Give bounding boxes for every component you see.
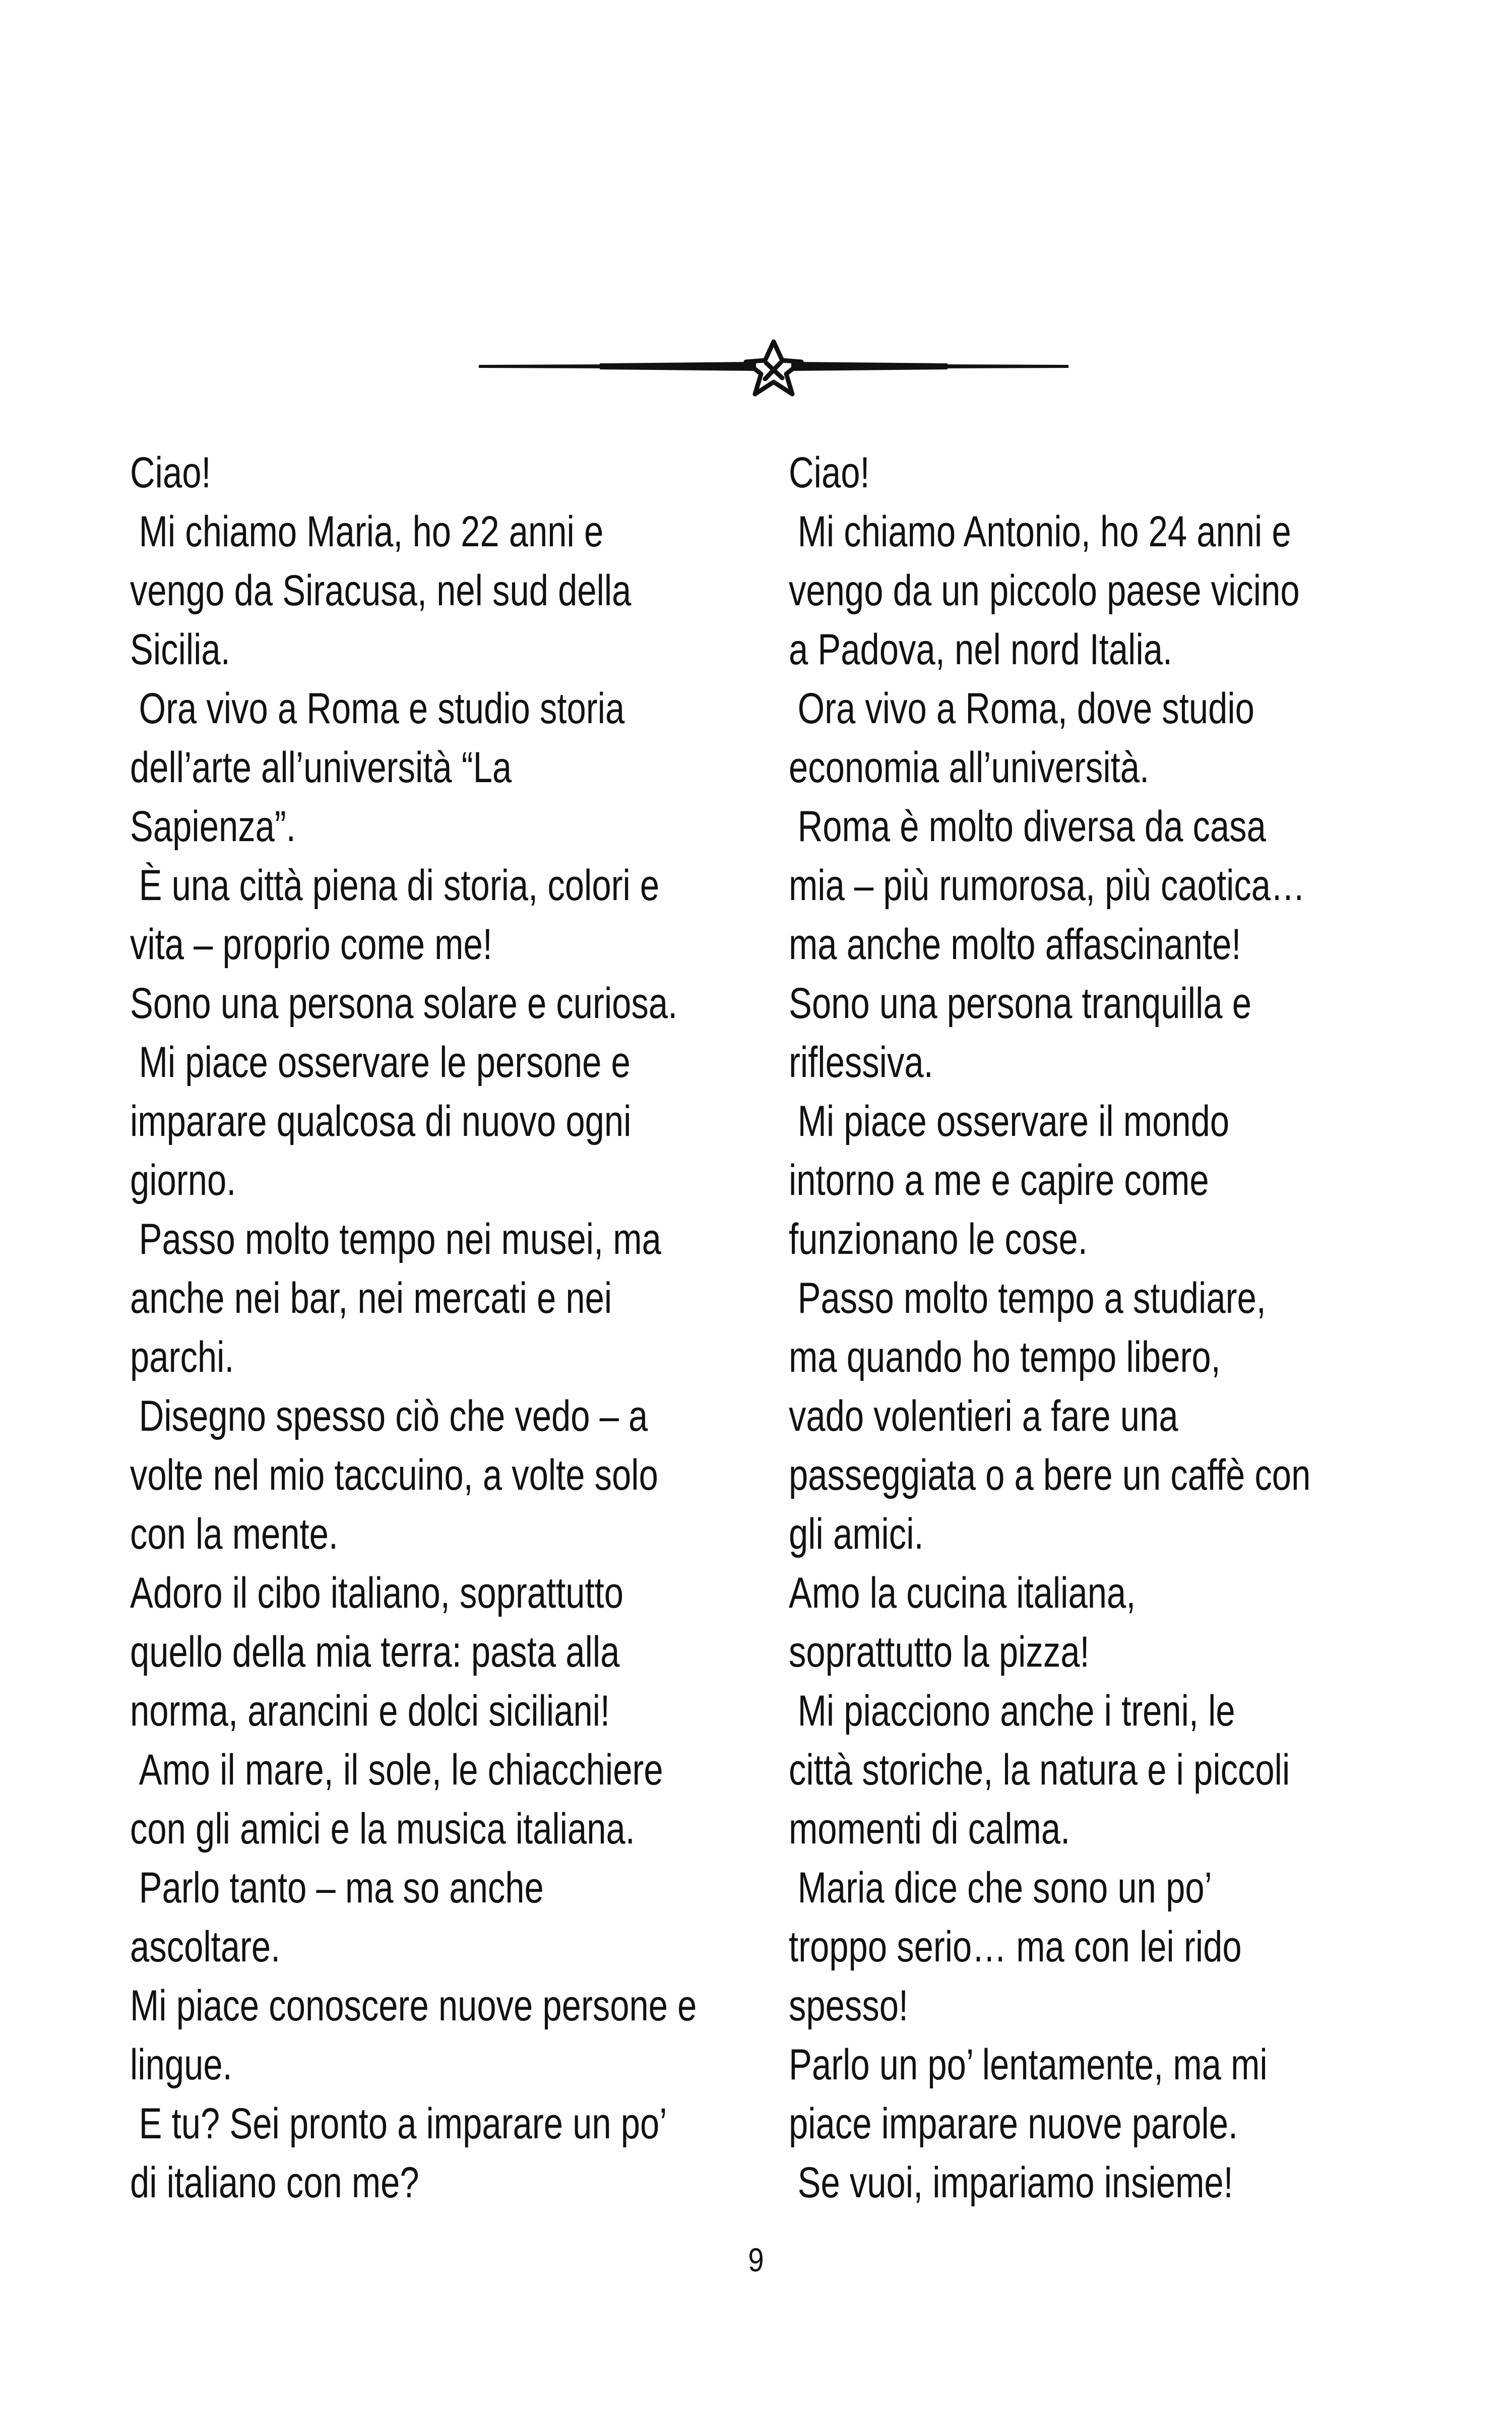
text-line: E tu? Sei pronto a imparare un po’	[139, 2100, 667, 2148]
text-line: Sapienza”.	[130, 802, 296, 851]
text-line: ma anche molto affascinante!	[789, 920, 1241, 969]
text-line: parchi.	[130, 1333, 234, 1381]
text-line: Ciao!	[130, 449, 211, 497]
text-line: È una città piena di storia, colori e	[139, 861, 660, 910]
text-line: momenti di calma.	[789, 1805, 1070, 1853]
text-line: anche nei bar, nei mercati e nei	[130, 1274, 612, 1322]
text-line: Mi piace osservare il mondo	[797, 1097, 1230, 1146]
text-line: passeggiata o a bere un caffè con	[789, 1451, 1311, 1499]
text-line: piace imparare nuove parole.	[789, 2100, 1238, 2148]
text-line: Adoro il cibo italiano, soprattutto	[130, 1569, 624, 1617]
text-line: con la mente.	[130, 1510, 339, 1558]
text-line: vado volentieri a fare una	[789, 1392, 1178, 1440]
text-line: vengo da un piccolo paese vicino	[789, 566, 1300, 615]
text-line: di italiano con me?	[130, 2158, 419, 2207]
text-line: vita – proprio come me!	[130, 920, 492, 969]
text-line: Mi piacciono anche i treni, le	[797, 1687, 1235, 1735]
text-line: Mi piace conoscere nuove persone e	[130, 1982, 697, 2030]
text-line: spesso!	[789, 1982, 909, 2030]
text-line: Ora vivo a Roma, dove studio	[797, 684, 1254, 733]
text-line: giorno.	[130, 1156, 236, 1204]
text-line: dell’arte all’università “La	[130, 743, 512, 792]
text-line: soprattutto la pizza!	[789, 1628, 1090, 1676]
text-line: Ora vivo a Roma e studio storia	[139, 684, 625, 733]
text-line: Mi chiamo Maria, ho 22 anni e	[139, 507, 604, 556]
text-line: norma, arancini e dolci siciliani!	[130, 1687, 610, 1735]
text-line: Sicilia.	[130, 625, 230, 674]
text-line: Amo la cucina italiana,	[789, 1569, 1136, 1617]
text-line: quello della mia terra: pasta alla	[130, 1628, 620, 1676]
text-line: città storiche, la natura e i piccoli	[789, 1746, 1290, 1794]
text-line: Parlo un po’ lentamente, ma mi	[789, 2041, 1268, 2089]
text-line: funzionano le cose.	[789, 1215, 1088, 1263]
text-line: Sono una persona tranquilla e	[789, 979, 1252, 1028]
text-line: Passo molto tempo nei musei, ma	[139, 1215, 661, 1263]
text-line: vengo da Siracusa, nel sud della	[130, 566, 632, 615]
text-line: economia all’università.	[789, 743, 1150, 792]
text-line: Mi piace osservare le persone e	[139, 1038, 631, 1087]
text-line: Disegno spesso ciò che vedo – a	[139, 1392, 648, 1440]
right-column-text	[789, 443, 1310, 2212]
text-line: Passo molto tempo a studiare,	[797, 1274, 1266, 1322]
page-number: 9	[748, 2241, 764, 2278]
text-line: Roma è molto diversa da casa	[797, 802, 1266, 851]
text-line: riflessiva.	[789, 1038, 933, 1087]
text-line: Se vuoi, impariamo insieme!	[797, 2158, 1233, 2207]
text-line: imparare qualcosa di nuovo ogni	[130, 1097, 632, 1146]
text-line: intorno a me e capire come	[789, 1156, 1209, 1204]
text-line: ascoltare.	[130, 1923, 281, 1971]
text-line: volte nel mio taccuino, a volte solo	[130, 1451, 658, 1499]
text-line: Sono una persona solare e curiosa.	[130, 979, 678, 1028]
text-line: Amo il mare, il sole, le chiacchiere	[139, 1746, 663, 1794]
text-line: Ciao!	[789, 449, 870, 497]
text-line: Mi chiamo Antonio, ho 24 anni e	[797, 507, 1291, 556]
text-line: ma quando ho tempo libero,	[789, 1333, 1221, 1381]
text-line: Parlo tanto – ma so anche	[139, 1864, 544, 1912]
text-line: a Padova, nel nord Italia.	[789, 625, 1173, 674]
text-line: lingue.	[130, 2041, 232, 2089]
text-line: troppo serio… ma con lei rido	[789, 1923, 1242, 1971]
text-line: gli amici.	[789, 1510, 924, 1558]
text-line: Maria dice che sono un po’	[797, 1864, 1212, 1912]
text-line: con gli amici e la musica italiana.	[130, 1805, 635, 1853]
left-column-text	[130, 443, 697, 2212]
text-line: mia – più rumorosa, più caotica…	[789, 861, 1305, 910]
star-divider-icon	[474, 333, 1074, 403]
